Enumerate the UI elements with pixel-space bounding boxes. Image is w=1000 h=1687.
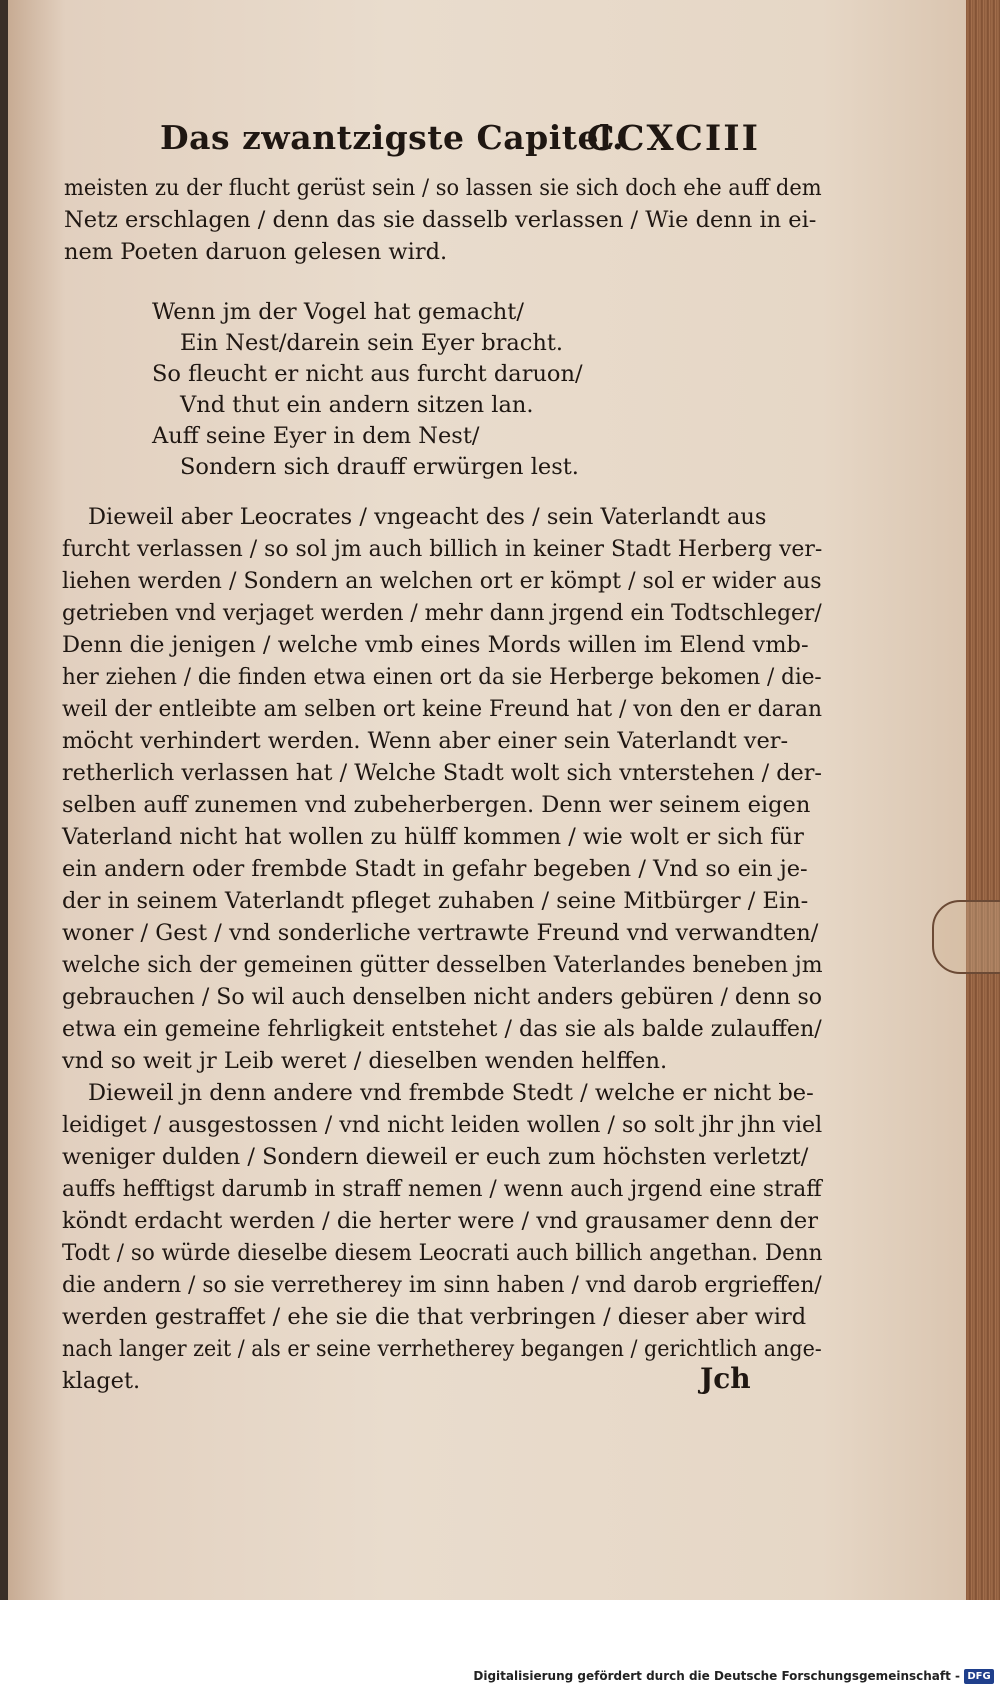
text-line: Dieweil jn denn andere vnd frembde Stedt / welche er nicht be- (88, 1080, 814, 1106)
catchword: Jch (700, 1362, 751, 1395)
text-line: weil der entleibte am selben ort keine Freund hat / von den er daran (62, 696, 823, 722)
text-line: meisten zu der flucht gerüst sein / so lassen sie sich doch ehe auff dem (64, 175, 822, 201)
digitization-footer (0, 1668, 1000, 1687)
dfg-logo: DFG (964, 1669, 994, 1684)
text-line: klaget. (62, 1368, 141, 1394)
text-line: leidiget / ausgestossen / vnd nicht leiden wollen / so solt jhr jhn viel (62, 1112, 823, 1138)
text-line: retherlich verlassen hat / Welche Stadt wolt sich vnterstehen / der- (62, 760, 822, 786)
text-line: Netz erschlagen / denn das sie dasselb verlassen / Wie denn in ei- (64, 207, 817, 233)
text-line: nach langer zeit / als er seine verrhetherey begangen / gerichtlich ange- (62, 1336, 822, 1362)
text-line: möcht verhindert werden. Wenn aber einer sein Vaterlandt ver- (62, 728, 789, 754)
text-line: etwa ein gemeine fehrligkeit entstehet / das sie als balde zulauffen/ (62, 1016, 822, 1042)
text-line: liehen werden / Sondern an welchen ort er kömpt / sol er wider aus (62, 568, 822, 594)
text-line: selben auff zunemen vnd zubeherbergen. Denn wer seinem eigen (62, 792, 811, 818)
verse-line: Vnd thut ein andern sitzen lan. (180, 392, 534, 418)
text-line: woner / Gest / vnd sonderliche vertrawte Freund vnd verwandten/ (62, 920, 819, 946)
text-line: Dieweil aber Leocrates / vngeacht des / sein Vaterlandt aus (88, 504, 767, 530)
text-line: vnd so weit jr Leib weret / dieselben wenden helffen. (62, 1048, 668, 1074)
text-line: Denn die jenigen / welche vmb eines Mords willen im Elend vmb- (62, 632, 809, 658)
text-line: furcht verlassen / so sol jm auch billich in keiner Stadt Herberg ver- (62, 536, 823, 562)
text-line: werden gestraffet / ehe sie die that verbringen / dieser aber wird (62, 1304, 807, 1330)
text-line: nem Poeten daruon gelesen wird. (64, 239, 448, 265)
verse-line: Auff seine Eyer in dem Nest/ (152, 423, 480, 449)
text-line: köndt erdacht werden / die herter were / vnd grausamer denn der (62, 1208, 818, 1234)
text-line: weniger dulden / Sondern dieweil er euch zum höchsten verletzt/ (62, 1144, 809, 1170)
text-line: Todt / so würde dieselbe diesem Leocrati auch billich angethan. Denn (62, 1240, 823, 1266)
verse-line: Sondern sich drauff erwürgen lest. (180, 454, 579, 480)
verse-line: Ein Nest/darein sein Eyer bracht. (180, 330, 564, 356)
folio-number: CCXCIII (586, 118, 760, 159)
text-line: auffs hefftigst darumb in straff nemen / wenn auch jrgend eine straff (62, 1176, 822, 1202)
text-line: her ziehen / die finden etwa einen ort da sie Herberge bekomen / die- (62, 664, 822, 690)
text-line: getrieben vnd verjaget werden / mehr dann jrgend ein Todtschleger/ (62, 600, 822, 626)
text-line: ein andern oder frembde Stadt in gefahr begeben / Vnd so ein je- (62, 856, 808, 882)
text-line: die andern / so sie verretherey im sinn haben / vnd darob ergrieffen/ (62, 1272, 822, 1298)
text-line: gebrauchen / So wil auch denselben nicht anders gebüren / denn so (62, 984, 823, 1010)
running-header (160, 118, 760, 168)
verse-line: So fleucht er nicht aus furcht daruon/ (152, 361, 583, 387)
text-line: Vaterland nicht hat wollen zu hülff kommen / wie wolt er sich für (62, 824, 804, 850)
text-line: welche sich der gemeinen gütter desselben Vaterlandes beneben jm (62, 952, 823, 978)
page-fore-edge (966, 0, 1000, 1600)
funding-notice: Digitalisierung gefördert durch die Deutsche Forschungsgemeinschaft - (473, 1669, 960, 1683)
text-line: der in seinem Vaterlandt pfleget zuhaben / seine Mitbürger / Ein- (62, 888, 809, 914)
chapter-title: Das zwantzigste Capitel. (160, 118, 625, 157)
verse-line: Wenn jm der Vogel hat gemacht/ (152, 299, 524, 325)
